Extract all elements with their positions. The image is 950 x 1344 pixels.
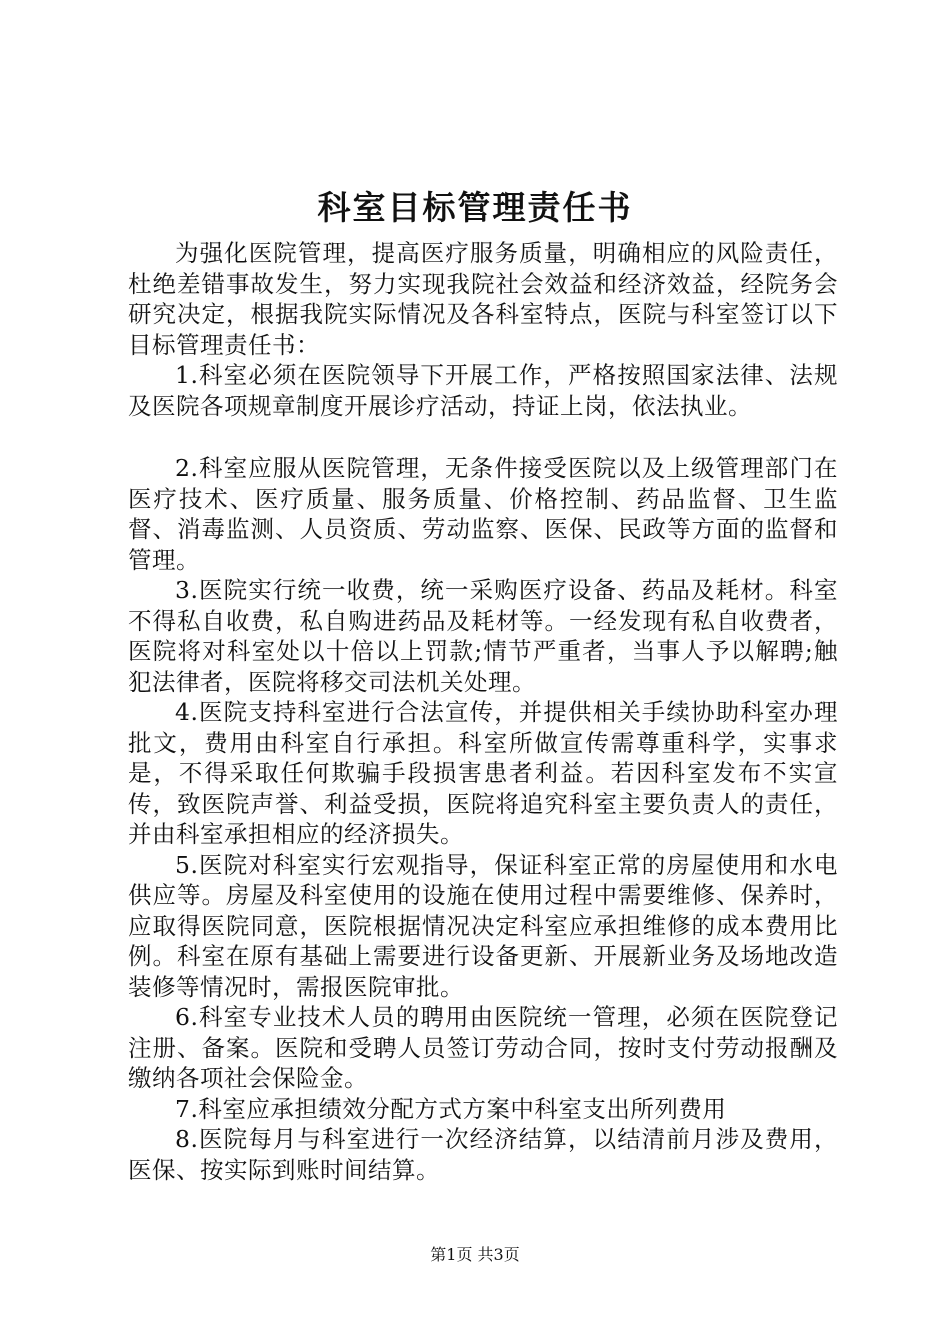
clause-4-paragraph: 4.医院支持科室进行合法宣传，并提供相关手续协助科室办理批文，费用由科室自行承担。科室所做宣传需尊重科学，实事求是，不得采取任何欺骗手段损害患者利益。若因科室发布不实宣传，致医院声誉、利益受损，医院将追究科室主要负责人的责任，并由科室承担相应的经济损失。 bbox=[128, 698, 838, 848]
clause-7-paragraph: 7.科室应承担绩效分配方式方案中科室支出所列费用 bbox=[175, 1094, 727, 1123]
page-number-footer: 第1页 共3页 bbox=[430, 1245, 520, 1264]
clause-5-paragraph: 5.医院对科室实行宏观指导，保证科室正常的房屋使用和水电供应等。房屋及科室使用的设施在使用过程中需要维修、保养时，应取得医院同意，医院根据情况决定科室应承担维修的成本费用比例。科室在原有基础上需要进行设备更新、开展新业务及场地改造装修等情况时，需报医院审批。 bbox=[128, 850, 838, 1001]
clause-2-paragraph: 2.科室应服从医院管理，无条件接受医院以及上级管理部门在医疗技术、医疗质量、服务质量、价格控制、药品监督、卫生监督、消毒监测、人员资质、劳动监察、医保、民政等方面的监督和管理。 bbox=[128, 454, 838, 574]
clause-6-paragraph: 6.科室专业技术人员的聘用由医院统一管理，必须在医院登记注册、备案。医院和受聘人员签订劳动合同，按时支付劳动报酬及缴纳各项社会保险金。 bbox=[128, 1003, 838, 1092]
clause-3-paragraph: 3.医院实行统一收费，统一采购医疗设备、药品及耗材。科室不得私自收费，私自购进药品及耗材等。一经发现有私自收费者，医院将对科室处以十倍以上罚款;情节严重者，当事人予以解聘;触犯法律者，医院将移交司法机关处理。 bbox=[128, 576, 838, 696]
clause-1-paragraph: 1.科室必须在医院领导下开展工作，严格按照国家法律、法规及医院各项规章制度开展诊疗活动，持证上岗，依法执业。 bbox=[128, 361, 838, 420]
clause-8-paragraph: 8.医院每月与科室进行一次经济结算，以结清前月涉及费用，医保、按实际到账时间结算。 bbox=[128, 1125, 838, 1184]
document-title: 科室目标管理责任书 bbox=[317, 188, 633, 227]
intro-paragraph: 为强化医院管理，提高医疗服务质量，明确相应的风险责任，杜绝差错事故发生，努力实现我院社会效益和经济效益，经院务会研究决定，根据我院实际情况及各科室特点，医院与科室签订以下目标管理责任书： bbox=[128, 239, 838, 359]
document-body bbox=[128, 238, 838, 1185]
